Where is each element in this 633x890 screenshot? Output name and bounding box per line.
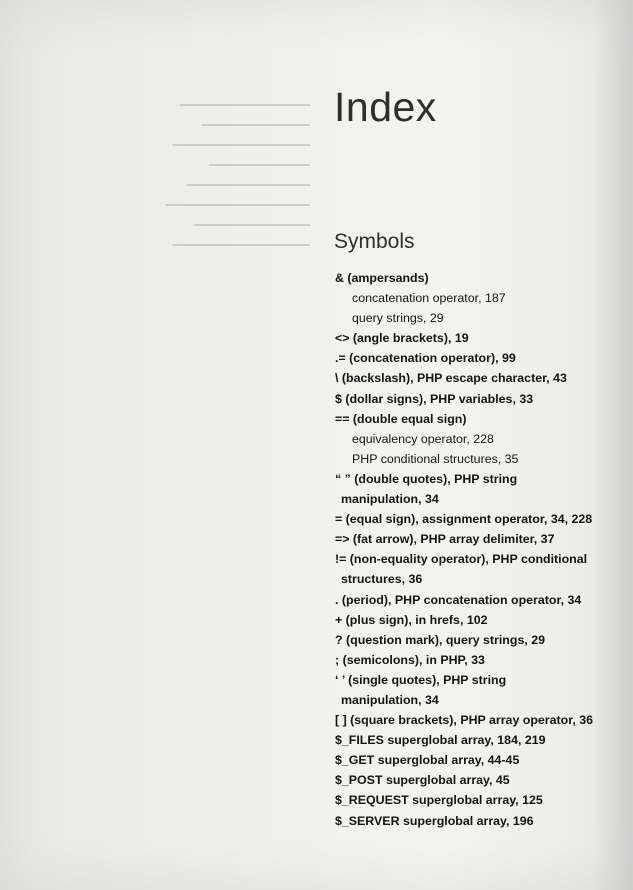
index-subentry: PHP conditional structures, 35	[352, 451, 519, 466]
index-subentry: concatenation operator, 187	[352, 291, 506, 306]
index-entry: => (fat arrow), PHP array delimiter, 37	[335, 532, 555, 547]
index-entry: \ (backslash), PHP escape character, 43	[335, 371, 567, 386]
index-entry: .= (concatenation operator), 99	[335, 351, 516, 366]
section-heading-symbols: Symbols	[334, 230, 415, 253]
index-entry: $_FILES superglobal array, 184, 219	[335, 733, 546, 748]
index-entry: $_GET superglobal array, 44-45	[335, 753, 520, 768]
index-entry: != (non-equality operator), PHP conditional	[335, 552, 588, 567]
index-entry: $_REQUEST superglobal array, 125	[335, 793, 543, 808]
index-entry: <> (angle brackets), 19	[335, 331, 469, 346]
index-entry: + (plus sign), in hrefs, 102	[335, 612, 488, 627]
index-entry: ; (semicolons), in PHP, 33	[335, 652, 485, 667]
index-entry-continuation: manipulation, 34	[341, 692, 439, 707]
index-entry: ? (question mark), query strings, 29	[335, 632, 545, 647]
index-entry-continuation: manipulation, 34	[341, 492, 439, 507]
page-title: Index	[334, 84, 437, 130]
index-entry: $_SERVER superglobal array, 196	[335, 813, 534, 828]
index-entry: $_POST superglobal array, 45	[335, 773, 510, 788]
index-entry: == (double equal sign)	[335, 411, 467, 426]
index-entry-list	[335, 268, 605, 831]
index-subentry: equivalency operator, 228	[352, 431, 494, 446]
index-subentry: query strings, 29	[352, 311, 444, 326]
index-entry: [ ] (square brackets), PHP array operator, 36	[335, 713, 594, 728]
bleed-through-text-left: ━━━━━━━━━━━━━━━━━━ ━━━━━━━━━━━━━━━ ━━━━━━━━━━━━━━━━━━━ ━━━━━━━━━━━━━━ ━━━━━━━━━━━━━━━━━ ━━━━━━━━━━━━━━━━━━━━ ━━━━━━━━━━━━━━━━ ━━━━━━━━━━━━━━━━━━━	[165, 98, 310, 252]
index-entry: = (equal sign), assignment operator, 34, 228	[335, 512, 593, 527]
index-entry-continuation: structures, 36	[341, 572, 423, 587]
index-entry: ‘ ’ (single quotes), PHP string	[335, 672, 507, 687]
index-entry: $ (dollar signs), PHP variables, 33	[335, 391, 534, 406]
index-entry: “ ” (double quotes), PHP string	[335, 471, 518, 486]
index-entry: & (ampersands)	[335, 271, 429, 285]
index-entry: . (period), PHP concatenation operator, 34	[335, 592, 582, 607]
